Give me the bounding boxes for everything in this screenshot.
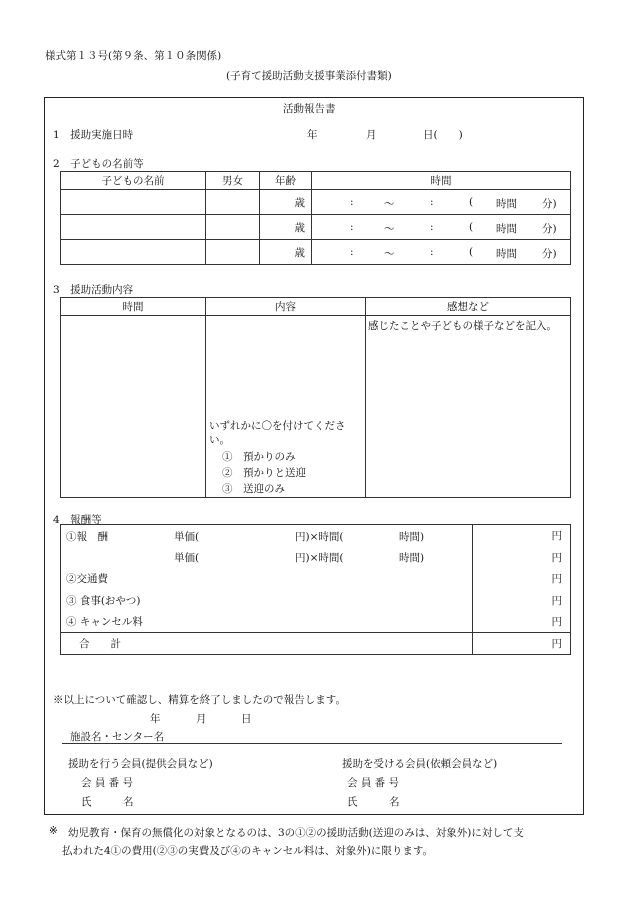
confirmation-statement: ※以上について確認し、精算を終了しましたので報告します。 [53, 694, 346, 706]
unit-price-label: 単価( [174, 531, 200, 543]
transport-row: ②交通費 [66, 573, 108, 586]
section2-label: 2 子どもの名前等 [53, 158, 144, 170]
header-age: 年齢 [260, 172, 312, 190]
table-row [61, 215, 571, 240]
gender-cell[interactable] [206, 190, 260, 215]
provider-member-number: 会 員 番 号 [81, 777, 134, 789]
confirm-year[interactable]: 年 [150, 713, 161, 725]
activity-table [60, 297, 571, 498]
colon: : [350, 196, 354, 208]
attachment-note: (子育て援助活動支援事業添付書類) [226, 70, 392, 82]
report-title: 活動報告書 [283, 103, 336, 115]
table-row [61, 240, 571, 265]
tilde: 〜 [384, 248, 395, 260]
colon: : [350, 221, 354, 233]
section1-day: 日( ) [423, 129, 463, 141]
reward-row[interactable] [61, 525, 473, 547]
amount-cell[interactable] [473, 525, 571, 547]
time-cell[interactable] [312, 190, 571, 215]
confirm-day[interactable]: 日 [241, 713, 252, 725]
child-name-cell[interactable] [61, 215, 206, 240]
tilde: 〜 [384, 198, 395, 210]
header-time: 時間 [312, 172, 571, 190]
section1-year: 年 [307, 129, 318, 141]
form-number: 様式第１３号(第９条、第１０条関係) [45, 50, 222, 62]
minutes-unit: 分) [542, 248, 557, 260]
yen-unit: 円 [551, 638, 562, 651]
colon: : [350, 246, 354, 258]
minutes-unit: 分) [542, 223, 557, 235]
yen-unit: 円 [551, 551, 562, 564]
children-table [60, 171, 571, 265]
yen-times-label: 円)×時間( [295, 552, 344, 565]
footnote-line1: 幼児教育・保育の無償化の対象となるのは、3の①②の援助活動(送迎のみは、対象外)に対して支 [68, 827, 524, 839]
receiver-name: 氏 名 [347, 796, 400, 808]
activity-time-cell[interactable] [61, 316, 206, 498]
time-cell[interactable] [312, 215, 571, 240]
minutes-unit: 分) [542, 198, 557, 210]
reward-table [60, 524, 571, 655]
amount-cell[interactable] [473, 611, 571, 633]
paren: ( [469, 246, 474, 258]
receiver-title: 援助を受ける会員(依頼会員など) [342, 758, 498, 770]
hours-unit: 時間 [496, 223, 517, 235]
footnote-line2: 払われた4①の費用(②③の実費及び④のキャンセル料は、対象外)に限ります。 [62, 845, 434, 857]
age-unit: 歳 [294, 221, 305, 234]
gender-cell[interactable] [206, 240, 260, 265]
impressions-note: 感じたことや子どもの様子などを記入。 [368, 320, 557, 332]
age-unit: 歳 [294, 196, 305, 209]
yen-times-label: 円)×時間( [295, 531, 344, 543]
table-row [61, 190, 571, 215]
colon: : [430, 221, 434, 233]
colon: : [430, 196, 434, 208]
header-impressions: 感想など [366, 298, 571, 316]
yen-unit: 円 [551, 594, 562, 607]
paren: ( [469, 221, 474, 233]
confirm-month[interactable]: 月 [196, 713, 207, 725]
hours-unit: 時間 [496, 248, 517, 260]
provider-name: 氏 名 [81, 796, 134, 808]
yen-unit: 円 [551, 530, 562, 543]
reward-label: ①報 酬 [66, 531, 108, 543]
amount-cell[interactable] [473, 590, 571, 612]
amount-cell[interactable] [473, 546, 571, 568]
header-gender: 男女 [206, 172, 260, 190]
age-unit: 歳 [294, 246, 305, 259]
hours-close-label: 時間) [399, 552, 425, 565]
time-cell[interactable] [312, 240, 571, 265]
unit-price-label: 単価( [174, 552, 200, 565]
amount-cell[interactable] [473, 568, 571, 590]
header-activity-time: 時間 [61, 298, 206, 316]
gender-cell[interactable] [206, 215, 260, 240]
child-name-cell[interactable] [61, 240, 206, 265]
age-cell[interactable] [260, 190, 312, 215]
facility-underline [62, 743, 562, 744]
age-cell[interactable] [260, 240, 312, 265]
total-amount-cell[interactable] [473, 633, 571, 655]
choice-item[interactable]: ② 預かりと送迎 [222, 467, 306, 479]
age-cell[interactable] [260, 215, 312, 240]
cancel-row: ④ キャンセル料 [66, 616, 143, 629]
section1-month: 月 [366, 129, 377, 141]
hours-unit: 時間 [496, 198, 517, 210]
section3-label: 3 援助活動内容 [53, 284, 134, 296]
choice-instruction: いずれかに〇を付けてください。 [209, 420, 346, 446]
facility-label: 施設名・センター名 [70, 731, 165, 743]
hours-close-label: 時間) [399, 531, 425, 543]
header-activity-content: 内容 [206, 298, 366, 316]
section4-label: 4 報酬等 [53, 514, 102, 526]
choice-item[interactable]: ① 預かりのみ [222, 451, 296, 463]
total-label: 合 計 [61, 633, 473, 655]
paren: ( [469, 196, 474, 208]
yen-unit: 円 [551, 573, 562, 586]
child-name-cell[interactable] [61, 190, 206, 215]
header-child-name: 子どもの名前 [61, 172, 206, 190]
yen-unit: 円 [551, 616, 562, 629]
footnote-mark: ※ [49, 825, 58, 837]
activity-content-cell[interactable] [206, 316, 366, 498]
provider-title: 援助を行う会員(提供会員など) [68, 758, 213, 770]
section1-label: 1 援助実施日時 [53, 129, 134, 141]
impressions-cell[interactable] [366, 316, 571, 498]
tilde: 〜 [384, 223, 395, 235]
colon: : [430, 246, 434, 258]
reward-row[interactable] [61, 546, 473, 568]
meal-row: ③ 食事(おやつ) [66, 594, 141, 607]
choice-item[interactable]: ③ 送迎のみ [222, 483, 285, 495]
receiver-member-number: 会 員 番 号 [347, 777, 400, 789]
